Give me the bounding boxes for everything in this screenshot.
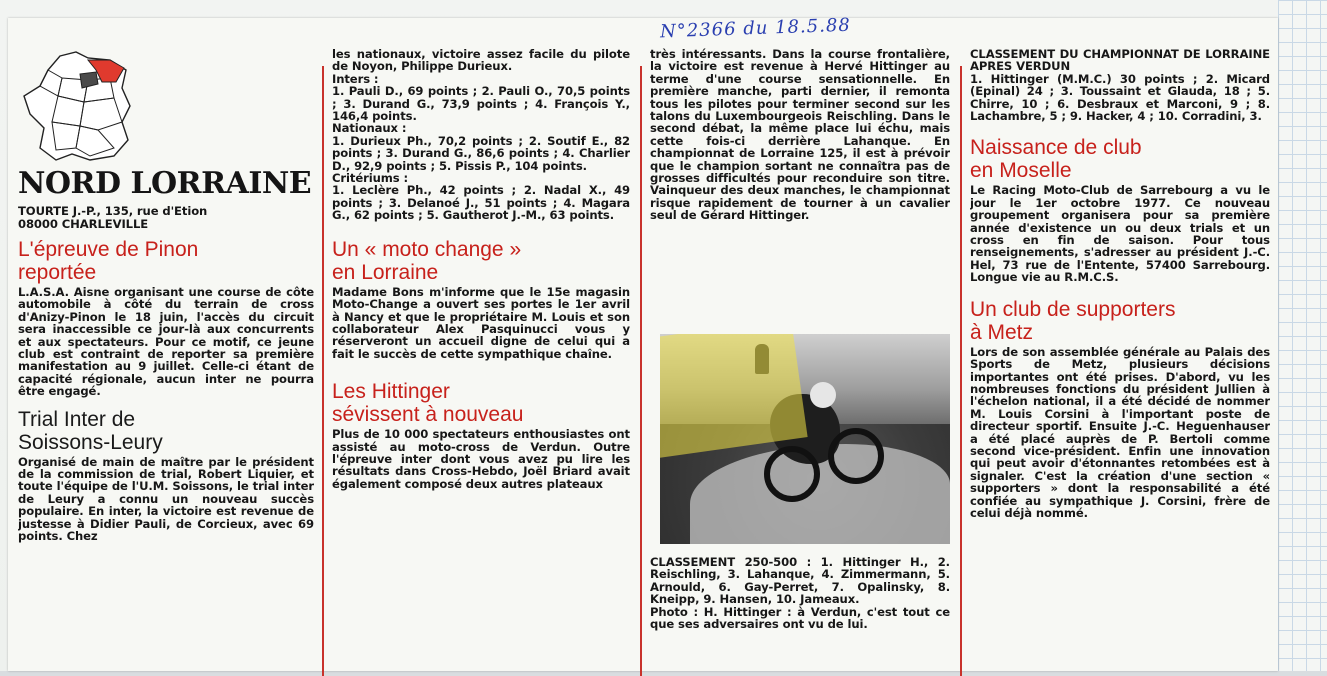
headline-line: en Moselle [970,159,1072,183]
column-1 [18,48,314,673]
column-2 [332,48,630,673]
headline-hittinger [332,380,630,426]
grid-paper-edge [1278,0,1327,671]
headline-line: Les Hittinger [332,380,450,404]
article-moselle-body: Le Racing Moto-Club de Sarrebourg a vu le jour le 1er octobre 1977. Ce nouveau groupement organisera pour sa première année d'existence un ou deux trials et un cross en fin de saison. Pour tous renseignements, s'adresser au président J.-C. Hel, 73 rue de l'Entente, 57400 Sarrebourg. Longue vie au R.M.C.S. [970,183,1270,285]
column-4 [970,48,1270,673]
headline-line: sévissent à nouveau [332,403,524,427]
headline-soissons [18,408,314,454]
classement-250-500: CLASSEMENT 250-500 : 1. Hittinger H., 2. Reischling, 3. Lahanque, 4. Zimmermann, 5. Arnould, 6. Gay-Perret, 7. Opalinsky, 8. Kneipp, 9. Hansen, 10. Jameaux. [650,555,950,607]
column-rule [322,66,324,676]
results-line: 1. Durieux Ph., 70,2 points ; 2. Soutif E., 82 points ; 3. Durand G., 86,6 points ; 4. Charlier D., 92,9 points ; 5. Pissis P., 104 points. [332,133,630,173]
headline-pinon [18,238,314,284]
address-line: TOURTE J.-P., 135, rue d'Etion [18,204,208,218]
region-address [18,205,314,230]
region-title: NORD LORRAINE [18,166,312,201]
results-line: 1. Leclère Ph., 42 points ; 2. Nadal X., 49 points ; 3. Delanoé J., 51 points ; 4. Magara G., 62 points ; 5. Gautherot J.-M., 63 points. [332,183,630,223]
headline-line: Un club de supporters [970,297,1176,321]
article-hittinger-continued: très intéressants. Dans la course frontalière, la victoire est revenue à Hervé Hittinger au terme d'une course sensationnelle. En première manche, parti dernier, il remonta tous les pilotes pour terminer second sur les talons du Luxembourgeois Reischling. Dans le second débat, la même place lui échu, mais cette fois-ci derrière Lahanque. En championnat de Lorraine 125, il est à prévoir que le champion sortant ne connaîtra pas de grosses difficultés pour reconduire son titre. Vainqueur des deux manches, le championnat risque rapidement de tourner à un cavalier seul de Gérard Hittinger. [650,48,950,223]
handwritten-page-note: N°2366 du 18.5.88 [659,14,852,43]
article-metz-body: Lors de son assemblée générale au Palais des Sports de Metz, plusieurs décisions importantes ont été prises. D'abord, vu les nombreuses fonctions du président Jullien à l'échelon national, il a été décidé de nommer M. Louis Corsini à l'important poste de directeur sportif. Ensuite J.-C. Heguenhauser a été placé auprès de P. Bertoli comme second vice-président. Enfin une innovation qui peut avoir d'étonnantes retombées est à signaler. C'est la création d'une section « supporters » dont la responsabilité a été confiée au sympathique J. Corsini, frère de celui déjà nommé. [970,344,1270,520]
address-line: 08000 CHARLEVILLE [18,216,149,231]
headline-metz [970,298,1270,344]
france-regions-map-icon [18,48,138,166]
headline-line: L'épreuve de Pinon [18,238,199,261]
article-pinon-body: L.A.S.A. Aisne organisant une course de côte automobile à côté du terrain de cross d'Anizy-Pinon le 18 juin, l'accès du circuit sera inaccessible ce jour-là aux concurrents et aux spectateurs. Pour ce motif, ce jeune club est contraint de reporter sa première manifestation au 9 juillet. Celle-ci étant de capacité régionale, aucun inter ne pourra être engagé. [18,285,314,399]
article-moto-change-body: Madame Bons m'informe que le 15e magasin Moto-Change a ouvert ses portes le 1er avril à Nancy et que le propriétaire M. Louis et son collaborateur Alex Pasquinucci vous y réserveront un accueil digne de celui qui a fait le succès de cette sympathique chaîne. [332,284,630,361]
photo-caption: Photo : H. Hittinger : à Verdun, c'est tout ce que ses adversaires ont vu de lui. [650,604,950,632]
headline-line: en Lorraine [332,260,439,284]
headline-moto-change [332,238,630,284]
column-rule [640,66,642,676]
photo-yellow-highlight [660,334,808,458]
motocross-photo [660,334,950,544]
headline-line: à Metz [970,320,1034,344]
photo-helmet [810,382,836,408]
results-line: 1. Pauli D., 69 points ; 2. Pauli O., 70,5 points ; 3. Durand G., 73,9 points ; 4. François Y., 146,4 points. [332,84,630,124]
headline-line: Soissons-Leury [18,430,163,454]
headline-moselle [970,136,1270,182]
headline-line: Trial Inter de [18,407,136,431]
headline-line: reportée [18,261,97,284]
article-hittinger-body: Plus de 10 000 spectateurs enthousiastes ont assisté au moto-cross de Verdun. Outre l'épreuve inter dont vous avez pu lire les résultats dans Cross-Hebdo, Joël Briard avait également composé deux autres plateaux [332,427,630,491]
photo-wheel [764,446,820,502]
results-line: Critériums : [332,171,409,186]
headline-line: Un « moto change » [332,237,522,261]
results-line: Inters : [332,71,379,86]
results-line: Nationaux : [332,121,407,136]
championship-title: CLASSEMENT DU CHAMPIONNAT DE LORRAINE APRES VERDUN [970,48,1270,74]
headline-line: Naissance de club [970,136,1142,160]
results-intro: les nationaux, victoire assez facile du pilote de Noyon, Philippe Durieux. [332,48,630,74]
article-soissons-body: Organisé de main de maître par le président de la commission de trial, Robert Liquier, et toute l'équipe de l'U.M. Soissons, le trial inter de Leury a connu un nouveau succès populaire. En inter, la victoire est revenue de justesse à Didier Pauli, de Corcieux, avec 69 points. Chez [18,454,314,544]
column-rule [960,66,962,676]
photo-wheel [828,428,884,484]
france-map-svg [18,48,138,166]
newspaper-page [8,14,1278,671]
column-3 [650,48,950,673]
championship-standings: 1. Hittinger (M.M.C.) 30 points ; 2. Micard (Epinal) 24 ; 3. Toussaint et Glauda, 18 ; 5. Chirre, 10 ; 6. Desbraux et Marconi, 9 ; 8. Lachambre, 5 ; 9. Hacker, 4 ; 10. Corradini, 3. [970,71,1270,124]
